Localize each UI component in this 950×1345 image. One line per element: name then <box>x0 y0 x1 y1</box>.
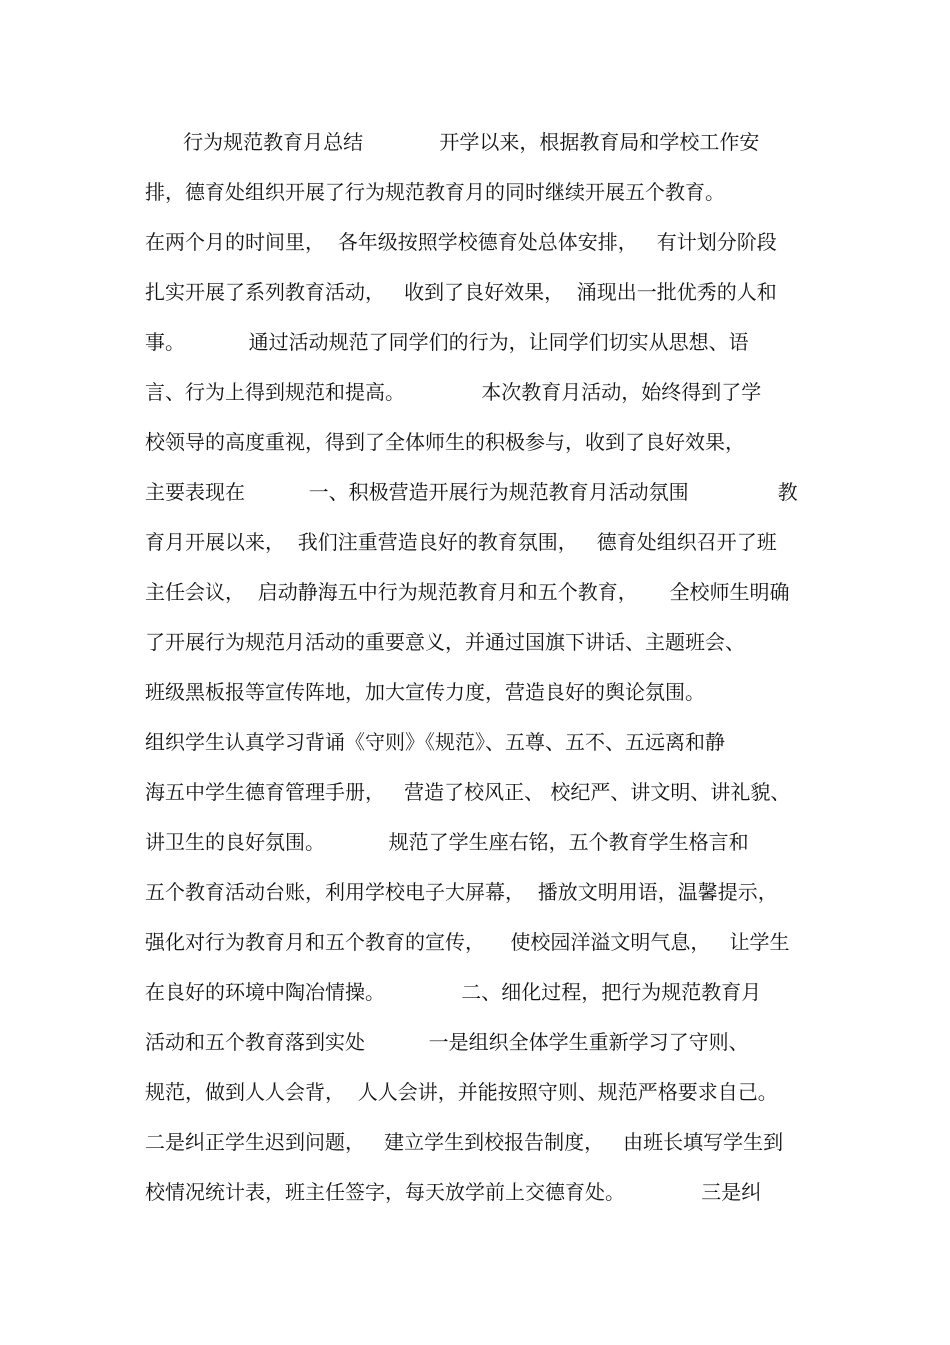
text-line: 在良好的环境中陶冶情操。 二、细化过程，把行为规范教育月 <box>145 980 762 1004</box>
text-line: 排，德育处组织开展了行为规范教育月的同时继续开展五个教育。 <box>145 180 725 204</box>
text-line: 组织学生认真学习背诵《守则》《规范》、五尊、五不、五远离和静 <box>145 730 725 754</box>
text-line: 育月开展以来， 我们注重营造良好的教育氛围， 德育处组织召开了班 <box>145 530 777 554</box>
text-line: 校情况统计表，班主任签字，每天放学前上交德育处。 三是纠 <box>145 1180 762 1204</box>
text-line: 扎实开展了系列教育活动， 收到了良好效果， 涌现出一批优秀的人和 <box>145 280 777 304</box>
document-body <box>145 122 810 1222</box>
text-line: 行为规范教育月总结 开学以来，根据教育局和学校工作安 <box>145 130 760 154</box>
text-line: 了开展行为规范月活动的重要意义，并通过国旗下讲话、主题班会、 <box>145 630 745 654</box>
text-line: 讲卫生的良好氛围。 规范了学生座右铭，五个教育学生格言和 <box>145 830 749 854</box>
text-line: 海五中学生德育管理手册， 营造了校风正、 校纪严、讲文明、讲礼貌、 <box>145 780 791 804</box>
text-line: 事。 通过活动规范了同学们的行为，让同学们切实从思想、语 <box>145 330 749 354</box>
text-line: 主任会议， 启动静海五中行为规范教育月和五个教育， 全校师生明确 <box>145 580 790 604</box>
text-line: 强化对行为教育月和五个教育的宣传， 使校园洋溢文明气息， 让学生 <box>145 930 790 954</box>
text-line: 在两个月的时间里， 各年级按照学校德育处总体安排， 有计划分阶段 <box>145 230 777 254</box>
text-line: 二是纠正学生迟到问题， 建立学生到校报告制度， 由班长填写学生到 <box>145 1130 784 1154</box>
text-line: 主要表现在 一、积极营造开展行为规范教育月活动氛围 教 <box>145 480 798 504</box>
text-line: 活动和五个教育落到实处 一是组织全体学生重新学习了守则、 <box>145 1030 749 1054</box>
text-line: 班级黑板报等宣传阵地，加大宣传力度，营造良好的舆论氛围。 <box>145 680 705 704</box>
text-line: 言、行为上得到规范和提高。 本次教育月活动，始终得到了学 <box>145 380 762 404</box>
text-line: 五个教育活动台账，利用学校电子大屏幕， 播放文明用语，温馨提示， <box>145 880 778 904</box>
text-line: 规范，做到人人会背， 人人会讲，并能按照守则、规范严格要求自己。 <box>145 1080 778 1104</box>
text-line: 校领导的高度重视，得到了全体师生的积极参与，收到了良好效果， <box>145 430 745 454</box>
